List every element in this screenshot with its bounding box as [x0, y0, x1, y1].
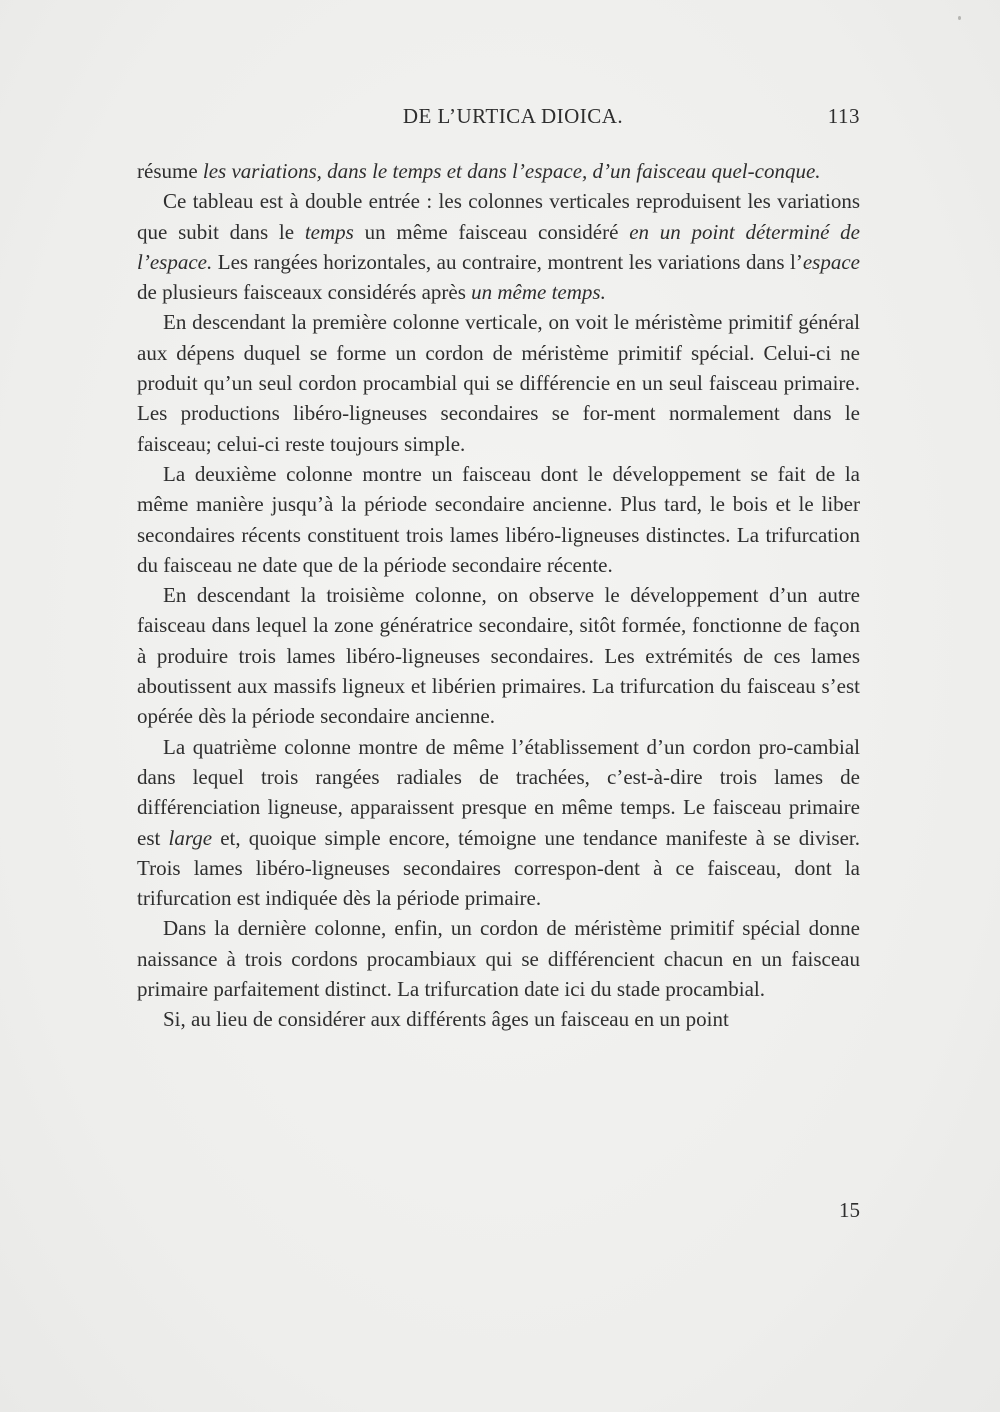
- paragraph: [137, 307, 860, 458]
- paragraph: [137, 732, 860, 914]
- text-run: de plusieurs faisceaux considérés après: [137, 280, 472, 305]
- paper-speck: [958, 16, 961, 20]
- text-run: résume: [137, 159, 203, 183]
- paragraph: [137, 1004, 860, 1034]
- text-run: En descendant la troisième colonne, on observe le développement d’un autre faisceau dans lequel la zone génératrice secondaire, sitôt formée, fonctionne de façon à produire trois lames libéro-ligneuses secondaires. Les extrémités de ces lames aboutissent aux massifs ligneux et libérien primaires. La trifurcation du faisceau s’est opérée dès la période secondaire ancienne.: [137, 583, 860, 729]
- italic-text: espace: [802, 249, 860, 274]
- page-number: 113: [827, 104, 860, 128]
- paragraph: [137, 186, 860, 307]
- text-run: Si, au lieu de considérer aux différents âges un faisceau en un point: [163, 1007, 729, 1032]
- paragraph: [137, 580, 860, 731]
- italic-text: large: [168, 825, 213, 850]
- text-run: et, quoique simple encore, témoigne une tendance manifeste à se diviser. Trois lames libéro-ligneuses secondaires correspon-dent à ce faisceau, dont la trifurcation est indiquée dès la période primaire.: [137, 825, 860, 911]
- paragraph: [137, 156, 860, 186]
- italic-text: les variations, dans le temps et dans l’espace, d’un faisceau quel-conque.: [202, 159, 821, 183]
- running-title: DE L’URTICA DIOICA.: [402, 104, 624, 128]
- text-run: La quatrième colonne montre de même l’établissement d’un cordon pro-cambial dans lequel trois rangées radiales de trachées, c’est-à-dire trois lames de différenciation ligneuse, apparaissent presque en même temps. Le faisceau primaire est: [137, 734, 860, 850]
- paragraph: [137, 913, 860, 1004]
- text-run: Dans la dernière colonne, enfin, un cordon de méristème primitif spécial donne naissance à trois cordons procambiaux qui se différencient chacun en un faisceau primaire parfaitement distinct. La trifurcation date ici du stade procambial.: [137, 916, 860, 1002]
- text-run: Ce tableau est à double entrée : les colonnes verticales reproduisent les variations que subit dans le: [137, 189, 860, 244]
- italic-text: temps: [304, 219, 354, 244]
- italic-text: un même temps.: [471, 280, 606, 305]
- paragraph: [137, 459, 860, 580]
- text-run: Les rangées horizontales, au contraire, montrent les variations dans l’: [212, 249, 803, 274]
- signature-mark: 15: [839, 1198, 860, 1222]
- text-run: En descendant la première colonne verticale, on voit le méristème primitif général aux dépens duquel se forme un cordon de méristème primitif spécial. Celui-ci ne produit qu’un seul cordon procambial qui se différencie en un seul faisceau primaire. Les productions libéro-ligneuses secondaires se for-ment normalement dans le faisceau; celui-ci reste toujours simple.: [137, 310, 860, 456]
- page-header: [138, 104, 860, 134]
- text-run: La deuxième colonne montre un faisceau dont le développement se fait de la même manière jusqu’à la période secondaire ancienne. Plus tard, le bois et le liber secondaires récents constituent trois lames libéro-ligneuses distinctes. La trifurcation du faisceau ne date que de la période secondaire récente.: [137, 461, 860, 577]
- body-text: [137, 156, 860, 1035]
- text-run: un même faisceau considéré: [353, 219, 630, 244]
- italic-text: en un point déterminé de l’espace.: [137, 219, 860, 274]
